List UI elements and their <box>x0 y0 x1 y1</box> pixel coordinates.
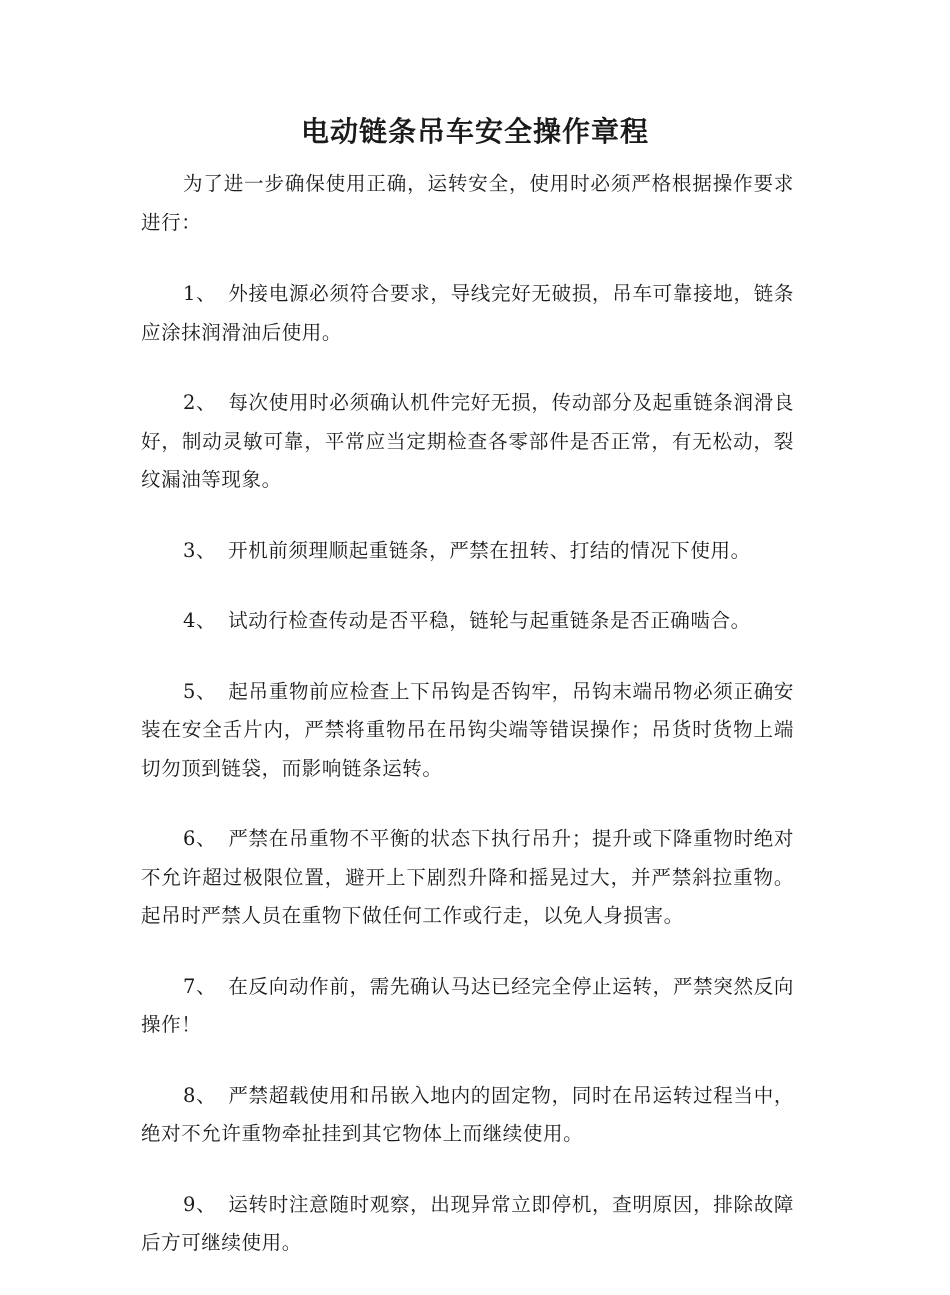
rule-item-3 <box>141 532 794 571</box>
rule-number: 6、 <box>183 827 217 850</box>
rule-item-1 <box>141 275 794 352</box>
rule-number: 9、 <box>183 1192 217 1216</box>
rule-text: 严禁在吊重物不平衡的状态下执行吊升；提升或下降重物时绝对不允许超过极限位置，避开上下剧烈升降和摇晃过大，并严禁斜拉重物。起吊时严禁人员在重物下做任何工作或行走，以免人身损害。 <box>141 827 794 927</box>
intro-paragraph: 为了进一步确保使用正确，运转安全，使用时必须严格根据操作要求进行： <box>141 172 794 234</box>
rule-text: 运转时注意随时观察，出现异常立即停机，查明原因，排除故障后方可继续使用。 <box>141 1192 794 1254</box>
rule-text: 外接电源必须符合要求，导线完好无破损，吊车可靠接地，链条应涂抹润滑油后使用。 <box>141 282 794 344</box>
rule-text: 在反向动作前，需先确认马达已经完全停止运转，严禁突然反向操作！ <box>141 974 794 1036</box>
rule-number: 3、 <box>183 538 217 562</box>
rule-number: 7、 <box>183 974 217 998</box>
rule-item-2 <box>141 384 794 500</box>
rule-item-6 <box>141 820 794 936</box>
rule-number: 2、 <box>183 391 217 414</box>
rule-number: 1、 <box>183 282 217 305</box>
document-body <box>141 165 794 1295</box>
rule-item-4 <box>141 602 794 641</box>
rule-text: 开机前须理顺起重链条，严禁在扭转、打结的情况下使用。 <box>228 538 751 562</box>
rule-item-7 <box>141 968 794 1045</box>
document-title: 电动链条吊车安全操作章程 <box>300 115 649 148</box>
rule-text: 试动行检查传动是否平稳，链轮与起重链条是否正确啮合。 <box>228 609 751 632</box>
rule-text: 严禁超载使用和吊嵌入地内的固定物，同时在吊运转过程当中，绝对不允许重物牵扯挂到其它物体上而继续使用。 <box>141 1083 794 1145</box>
rule-item-9 <box>141 1186 794 1263</box>
rule-number: 5、 <box>183 679 217 703</box>
rule-number: 4、 <box>183 609 217 632</box>
rule-text: 每次使用时必须确认机件完好无损，传动部分及起重链条润滑良好，制动灵敏可靠，平常应当定期检查各零部件是否正常，有无松动，裂纹漏油等现象。 <box>141 391 794 491</box>
rule-item-8 <box>141 1077 794 1154</box>
rule-item-5 <box>141 673 794 789</box>
rule-text: 起吊重物前应检查上下吊钩是否钩牢，吊钩末端吊物必须正确安装在安全舌片内，严禁将重物吊在吊钩尖端等错误操作；吊货时货物上端切勿顶到链袋，而影响链条运转。 <box>141 679 794 780</box>
rule-number: 8、 <box>183 1083 217 1107</box>
